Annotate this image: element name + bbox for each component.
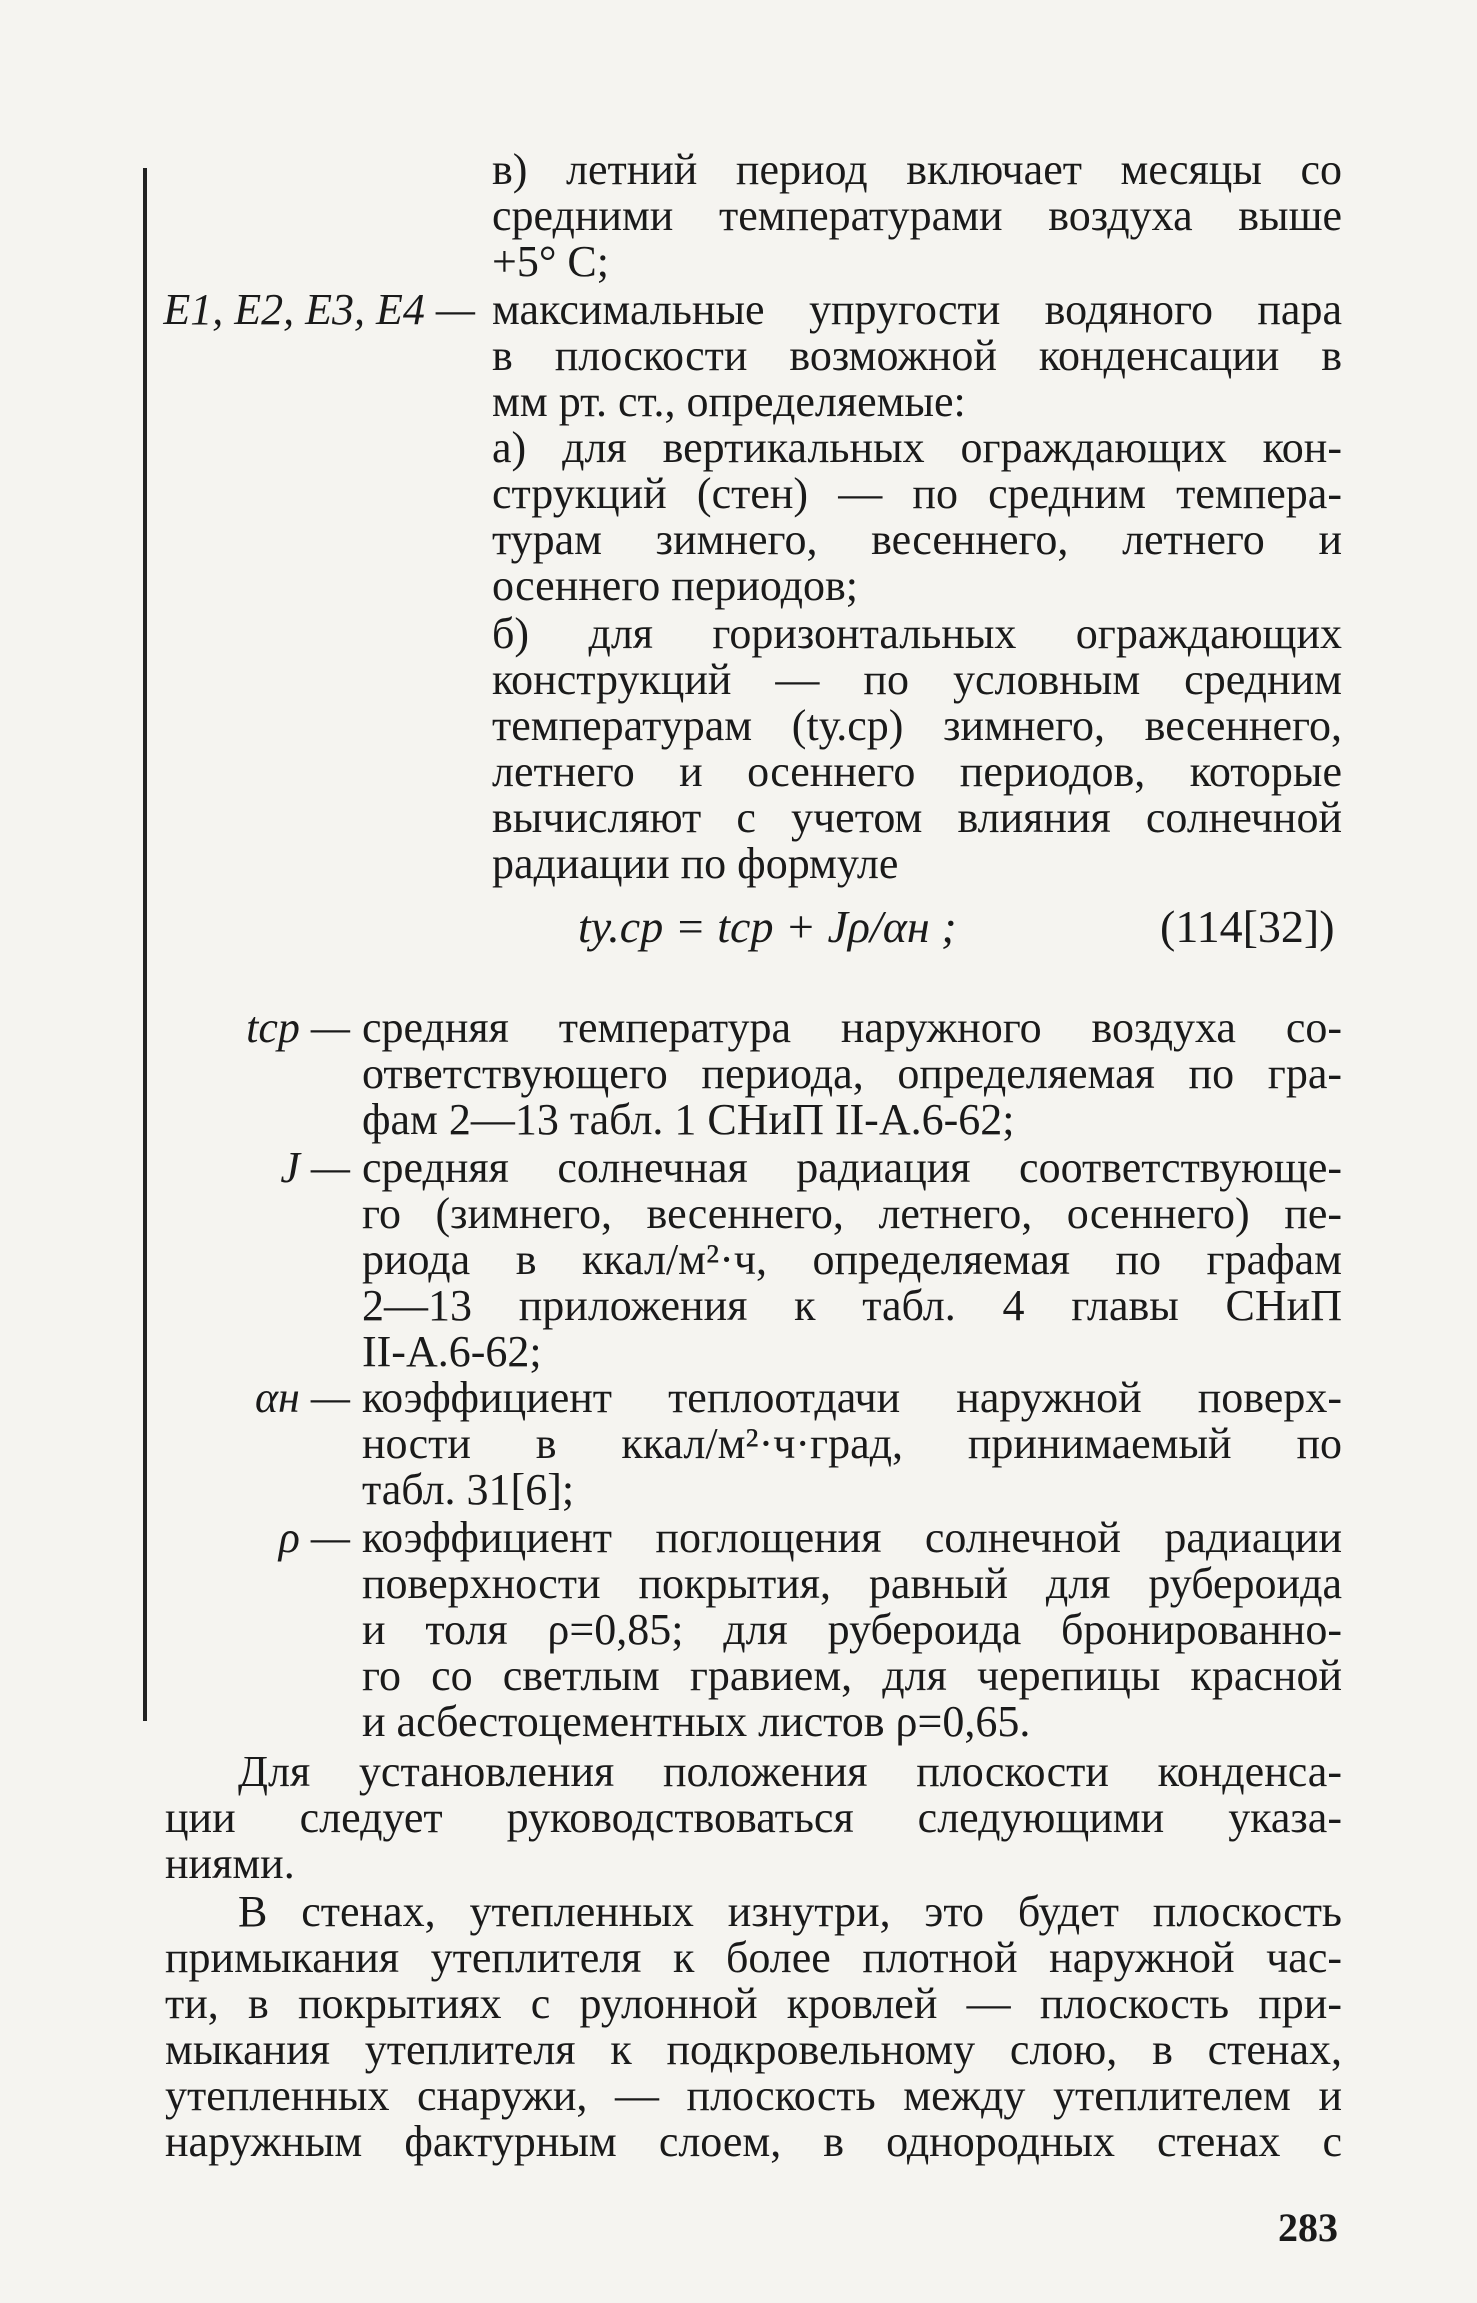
symbol-alpha: αн — bbox=[254, 1373, 350, 1422]
paragraph-line: утепленных снаружи, — плоскость между утеплителем и bbox=[165, 2071, 1342, 2120]
text-line: в) летний период включает месяцы со bbox=[492, 145, 1342, 194]
text-line: максимальные упругости водяного пара bbox=[492, 285, 1342, 334]
paragraph-line: примыкания утеплителя к более плотной наружной час- bbox=[165, 1933, 1342, 1982]
text-line: го (зимнего, весеннего, летнего, осеннего) пе- bbox=[362, 1189, 1342, 1238]
text-line: конструкций — по условным средним bbox=[492, 655, 1342, 704]
paragraph-line: мыкания утеплителя к подкровельному слою, в стенах, bbox=[165, 2025, 1342, 2074]
text-line: средними температурами воздуха выше bbox=[492, 191, 1342, 240]
symbol-e: E1, E2, E3, E4 — bbox=[163, 285, 475, 334]
paragraph-line: наружным фактурным слоем, в однородных стенах с bbox=[165, 2117, 1342, 2166]
text-line: поверхности покрытия, равный для рубероида bbox=[362, 1559, 1342, 1608]
text-line: фам 2—13 табл. 1 СНиП II-А.6-62; bbox=[362, 1095, 1015, 1144]
text-line: табл. 31[6]; bbox=[362, 1465, 575, 1514]
text-line: 2—13 приложения к табл. 4 главы СНиП bbox=[362, 1281, 1342, 1330]
formula: tу.ср = tср + Jρ/αн ; bbox=[578, 901, 957, 952]
formula-number: (114[32]) bbox=[1160, 901, 1335, 952]
page-number: 283 bbox=[1278, 2205, 1338, 2250]
symbol-rho: ρ — bbox=[278, 1513, 350, 1562]
text-line: ности в ккал/м²·ч·град, принимаемый по bbox=[362, 1419, 1342, 1468]
text-line: в плоскости возможной конденсации в bbox=[492, 331, 1342, 380]
text-line: риода в ккал/м²·ч, определяемая по графам bbox=[362, 1235, 1342, 1284]
text-line: струкций (стен) — по средним темпера- bbox=[492, 469, 1342, 518]
text-line: и толя ρ=0,85; для рубероида бронированно- bbox=[362, 1605, 1342, 1654]
text-line: летнего и осеннего периодов, которые bbox=[492, 747, 1342, 796]
text-line: II-А.6-62; bbox=[362, 1327, 542, 1376]
symbol-j: J — bbox=[280, 1143, 350, 1192]
text-line: коэффициент поглощения солнечной радиации bbox=[362, 1513, 1342, 1562]
text-line: вычисляют с учетом влияния солнечной bbox=[492, 793, 1342, 842]
text-line: +5° С; bbox=[492, 237, 609, 286]
symbol-tcp: tср — bbox=[246, 1003, 350, 1052]
text-line: го со светлым гравием, для черепицы красной bbox=[362, 1651, 1342, 1700]
paragraph-line: ниями. bbox=[165, 1839, 295, 1888]
text-line: и асбестоцементных листов ρ=0,65. bbox=[362, 1697, 1031, 1746]
paragraph-line: ции следует руководствоваться следующими указа- bbox=[165, 1793, 1342, 1842]
text-line: осеннего периодов; bbox=[492, 561, 859, 610]
text-line: а) для вертикальных ограждающих кон- bbox=[492, 423, 1342, 472]
text-line: ответствующего периода, определяемая по гра- bbox=[362, 1049, 1342, 1098]
text-line: б) для горизонтальных ограждающих bbox=[492, 609, 1342, 658]
text-line: коэффициент теплоотдачи наружной поверх- bbox=[362, 1373, 1342, 1422]
text-line: мм рт. ст., определяемые: bbox=[492, 377, 966, 426]
paragraph-line: ти, в покрытиях с рулонной кровлей — плоскость при- bbox=[165, 1979, 1342, 2028]
text-line: радиации по формуле bbox=[492, 839, 899, 888]
text-line: температурам (tу.ср) зимнего, весеннего, bbox=[492, 701, 1342, 750]
text-line: средняя солнечная радиация соответствующе- bbox=[362, 1143, 1342, 1192]
text-line: средняя температура наружного воздуха со- bbox=[362, 1003, 1342, 1052]
text-line: турам зимнего, весеннего, летнего и bbox=[492, 515, 1342, 564]
paragraph-line: Для установления положения плоскости конденса- bbox=[238, 1747, 1342, 1796]
paragraph-line: В стенах, утепленных изнутри, это будет плоскость bbox=[238, 1887, 1342, 1936]
margin-rule bbox=[143, 168, 147, 1721]
